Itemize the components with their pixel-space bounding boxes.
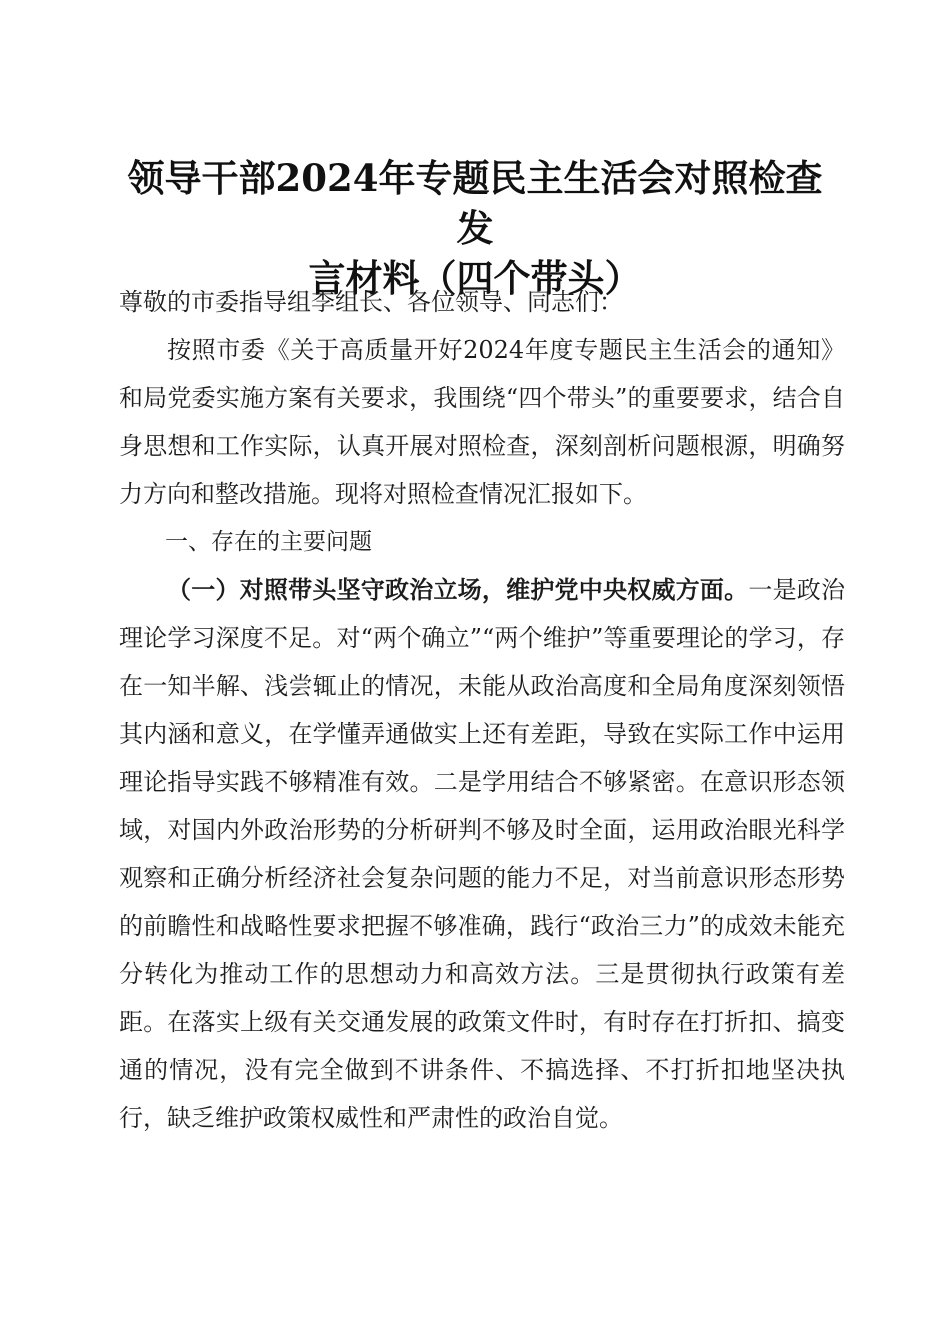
intro-paragraph: 按照市委《关于高质量开好2024年度专题民主生活会的通知》和局党委实施方案有关要求，我围绕“四个带头”的重要要求，结合自身思想和工作实际，认真开展对照检查，深刻剖析问题根源，明确努力方向和整改措施。现将对照检查情况汇报如下。 [119,336,845,508]
salutation: 尊敬的市委指导组李组长、各位领导、同志们： [119,288,623,316]
subsection-paragraph [119,566,845,1142]
section-heading: 一、存在的主要问题 [165,529,372,555]
title-line-1: 领导干部2024年专题民主生活会对照检查发 [127,155,823,250]
title-line-2: 言材料（四个带头） [308,255,642,300]
subsection-heading: （一）对照带头坚守政治立场，维护党中央权威方面。 [167,575,749,604]
subsection-body: 一是政治理论学习深度不足。对“两个确立”“两个维护”等重要理论的学习，存在一知半解、浅尝辄止的情况，未能从政治高度和全局角度深刻领悟其内涵和意义，在学懂弄通做实上还有差距，导致在实际工作中运用理论指导实践不够精准有效。二是学用结合不够紧密。在意识形态领域，对国内外政治形势的分析研判不够及时全面，运用政治眼光科学观察和正确分析经济社会复杂问题的能力不足，对当前意识形态形势的前瞻性和战略性要求把握不够准确，践行“政治三力”的成效未能充分转化为推动工作的思想动力和高效方法。三是贯彻执行政策有差距。在落实上级有关交通发展的政策文件时，有时存在打折扣、搞变通的情况，没有完全做到不讲条件、不搞选择、不打折扣地坚决执行，缺乏维护政策权威性和严肃性的政治自觉。 [119,576,846,1132]
document-body [119,278,845,1142]
